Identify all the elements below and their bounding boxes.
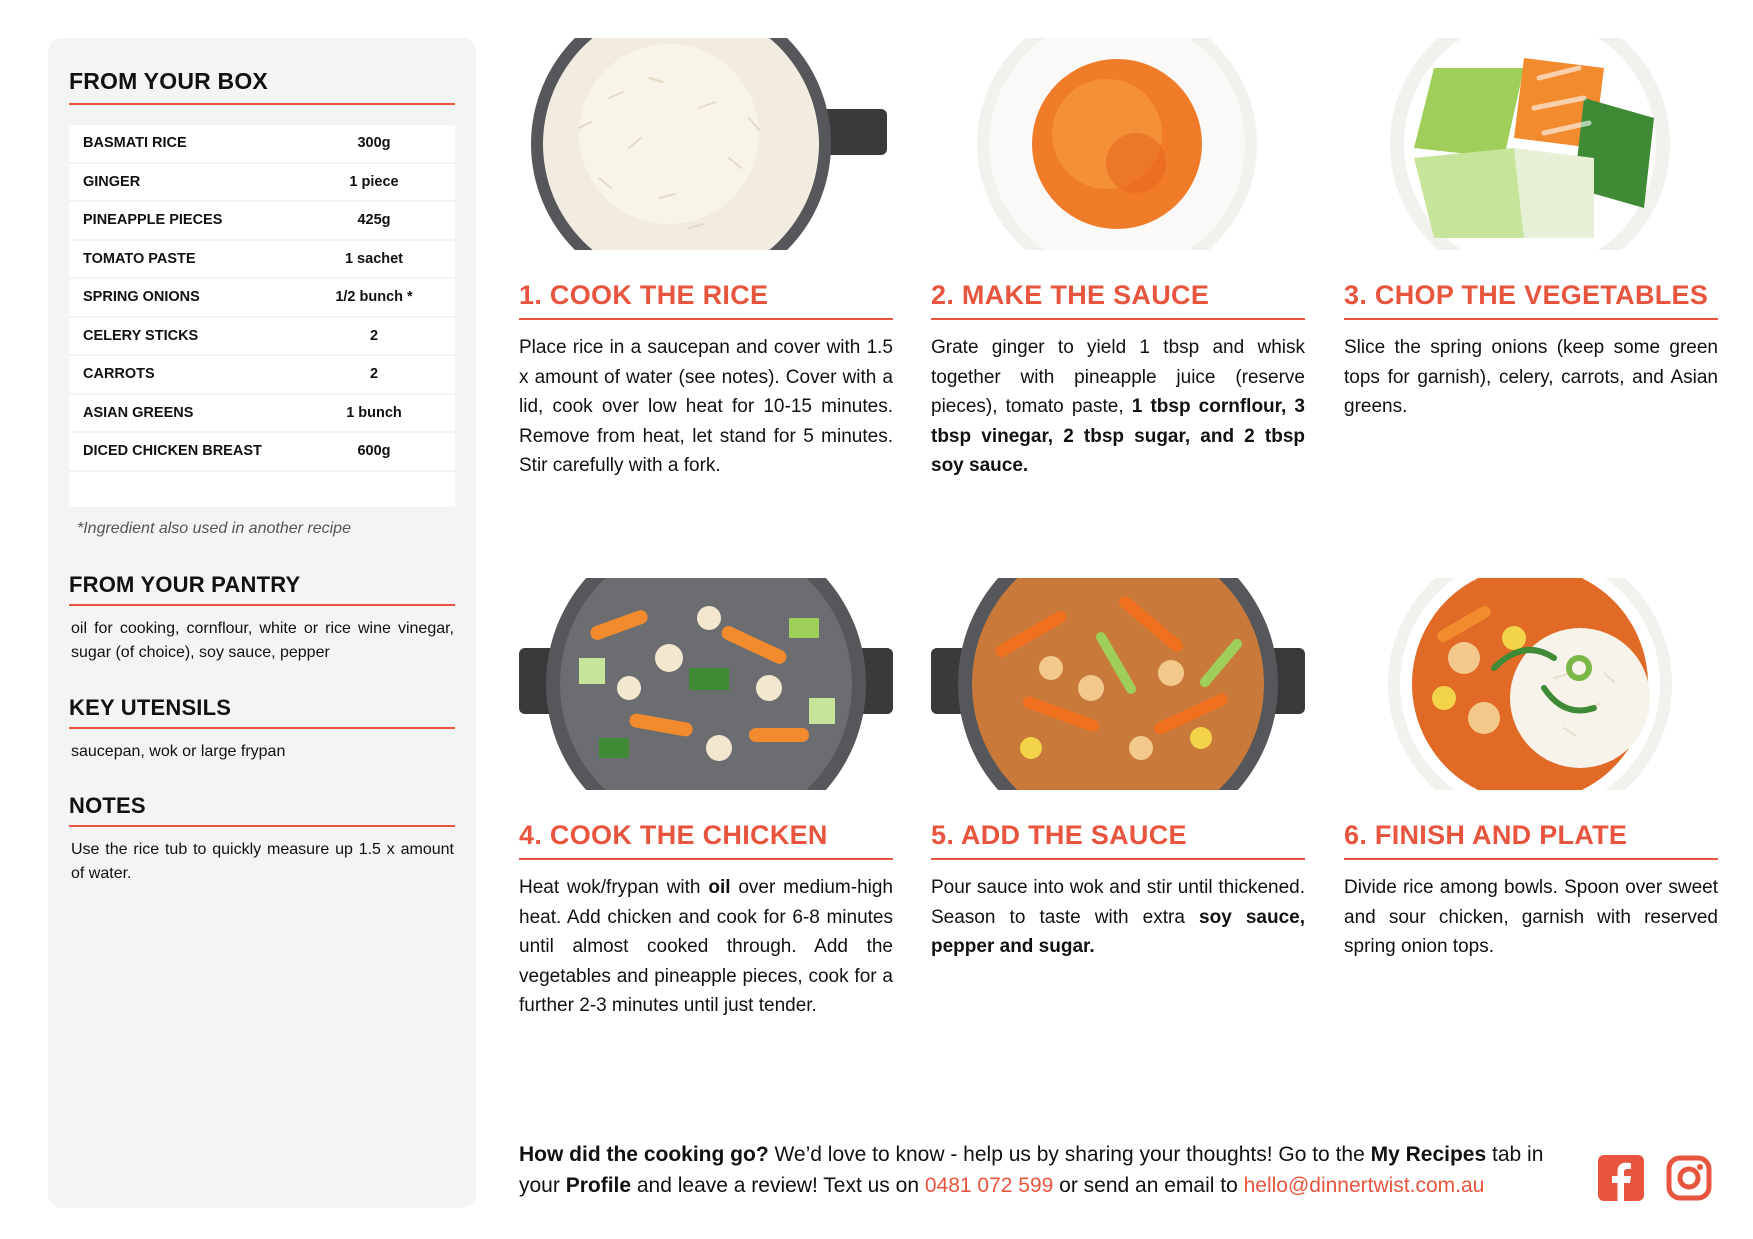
- from-your-pantry-heading: FROM YOUR PANTRY: [69, 572, 455, 606]
- step-2-text: [931, 333, 1305, 481]
- key-utensils-heading: KEY UTENSILS: [69, 695, 455, 729]
- ingredient-name: GINGER: [83, 173, 141, 190]
- from-your-box-heading: FROM YOUR BOX: [69, 68, 455, 105]
- step-3-text: [1344, 333, 1718, 422]
- step-text-emphasis: 1 tbsp cornflour, 3 tbsp vinegar, 2 tbsp sugar, and 2 tbsp soy sauce.: [931, 396, 1305, 476]
- step-2: [931, 38, 1305, 476]
- step-3-title: 3. CHOP THE VEGETABLES: [1344, 280, 1718, 320]
- step-2-photo: [931, 38, 1305, 250]
- step-text-segment: Divide rice among bowls. Spoon over sweet and sour chicken, garnish with reserved spring onion tops.: [1344, 877, 1718, 957]
- ingredients-sidebar: [48, 38, 476, 1208]
- step-1: [519, 38, 893, 476]
- profile-link[interactable]: Profile: [565, 1174, 632, 1197]
- ingredient-row: [69, 202, 455, 241]
- pantry-text: oil for cooking, cornflour, white or rice wine vinegar, sugar (of choice), soy sauce, pepper: [71, 620, 454, 661]
- notes-text: Use the rice tub to quickly measure up 1.5 x amount of water.: [71, 841, 454, 882]
- step-3: [1344, 38, 1718, 417]
- ingredient-name: BASMATI RICE: [83, 135, 187, 152]
- utensils-text: saucepan, wok or large frypan: [71, 743, 286, 760]
- step-5-title: 5. ADD THE SAUCE: [931, 820, 1305, 860]
- feedback-text-3: and leave a review! Text us on: [631, 1174, 925, 1197]
- step-text-segment: Heat wok/frypan with: [519, 877, 709, 898]
- ingredient-row: [69, 164, 455, 203]
- ingredient-row: [69, 318, 455, 357]
- ingredient-name: ASIAN GREENS: [83, 404, 194, 421]
- ingredient-row: [69, 125, 455, 164]
- ingredient-name: PINEAPPLE PIECES: [83, 212, 223, 229]
- ingredients-table: [69, 125, 455, 507]
- step-text-emphasis: soy sauce, pepper and sugar.: [931, 906, 1306, 957]
- ingredient-quantity: 1 piece: [349, 173, 399, 190]
- step-1-photo: [519, 38, 893, 250]
- ingredient-quantity: 1 bunch: [346, 404, 402, 421]
- ingredient-name: SPRING ONIONS: [83, 289, 200, 306]
- step-text-segment: Slice the spring onions (keep some green tops for garnish), celery, carrots, and Asian greens.: [1344, 337, 1718, 417]
- instagram-icon[interactable]: [1666, 1155, 1712, 1201]
- ingredient-name: CARROTS: [83, 366, 155, 383]
- ingredient-quantity: 425g: [357, 212, 391, 229]
- ingredient-quantity: 1 sachet: [344, 250, 404, 267]
- ingredient-name: TOMATO PASTE: [83, 250, 196, 267]
- step-6-text: [1344, 873, 1718, 962]
- feedback-text-1: We’d love to know - help us by sharing your thoughts! Go to the: [768, 1143, 1371, 1166]
- facebook-icon[interactable]: [1598, 1155, 1644, 1201]
- ingredient-quantity: 2: [369, 327, 379, 344]
- step-text-segment: Grate ginger to yield 1 tbsp and whisk together with pineapple juice (reserve pieces), tomato paste,: [931, 337, 1305, 417]
- feedback-question: How did the cooking go?: [519, 1143, 769, 1166]
- step-4-photo: [519, 578, 893, 790]
- ingredient-quantity: 300g: [357, 135, 391, 152]
- ingredient-quantity: 2: [369, 366, 379, 383]
- step-5-photo: [931, 578, 1305, 790]
- step-1-text: [519, 333, 893, 481]
- ingredient-name: DICED CHICKEN BREAST: [83, 443, 262, 460]
- step-text-segment: Place rice in a saucepan and cover with 1.5 x amount of water (see notes). Cover with a lid, cook over low heat for 10-15 minutes. Remove from heat, let stand for 5 minutes. Stir carefully with a fork.: [519, 337, 893, 476]
- step-4-title: 4. COOK THE CHICKEN: [519, 820, 893, 860]
- ingredient-quantity: 1/2 bunch *: [335, 289, 413, 306]
- ingredient-row: [69, 241, 455, 280]
- step-5-text: [931, 873, 1305, 962]
- feedback-text-2: tab in your: [519, 1143, 1544, 1197]
- step-5: [931, 578, 1306, 957]
- ingredient-row: [69, 395, 455, 434]
- step-3-photo: [1344, 38, 1718, 250]
- step-6-title: 6. FINISH AND PLATE: [1344, 820, 1718, 860]
- feedback-message: [519, 1139, 1579, 1201]
- step-2-title: 2. MAKE THE SAUCE: [931, 280, 1305, 320]
- ingredient-name: CELERY STICKS: [83, 327, 199, 344]
- feedback-text-4: or send an email to: [1053, 1174, 1244, 1197]
- ingredient-row: [69, 433, 455, 472]
- step-4: [519, 578, 893, 1016]
- ingredient-row: [69, 279, 455, 318]
- step-6: [1344, 578, 1718, 957]
- email-link[interactable]: hello@dinnertwist.com.au: [1243, 1174, 1485, 1197]
- step-1-title: 1. COOK THE RICE: [519, 280, 893, 320]
- step-text-segment: over medium-high heat. Add chicken and cook for 6-8 minutes until almost cooked through. Add the vegetables and pineapple pieces, cook for a further 2-3 minutes until just tender.: [519, 877, 893, 1016]
- my-recipes-link[interactable]: My Recipes: [1370, 1143, 1487, 1166]
- notes-heading: NOTES: [69, 793, 455, 827]
- step-text-segment: Pour sauce into wok and stir until thickened. Season to taste with extra: [931, 877, 1305, 928]
- ingredient-row: [69, 356, 455, 395]
- ingredient-footnote: *Ingredient also used in another recipe: [77, 520, 351, 537]
- step-text-emphasis: oil: [708, 877, 731, 898]
- step-6-photo: [1344, 578, 1718, 790]
- step-4-text: [519, 873, 893, 1021]
- phone-link[interactable]: 0481 072 599: [924, 1174, 1054, 1197]
- ingredient-quantity: 600g: [357, 443, 391, 460]
